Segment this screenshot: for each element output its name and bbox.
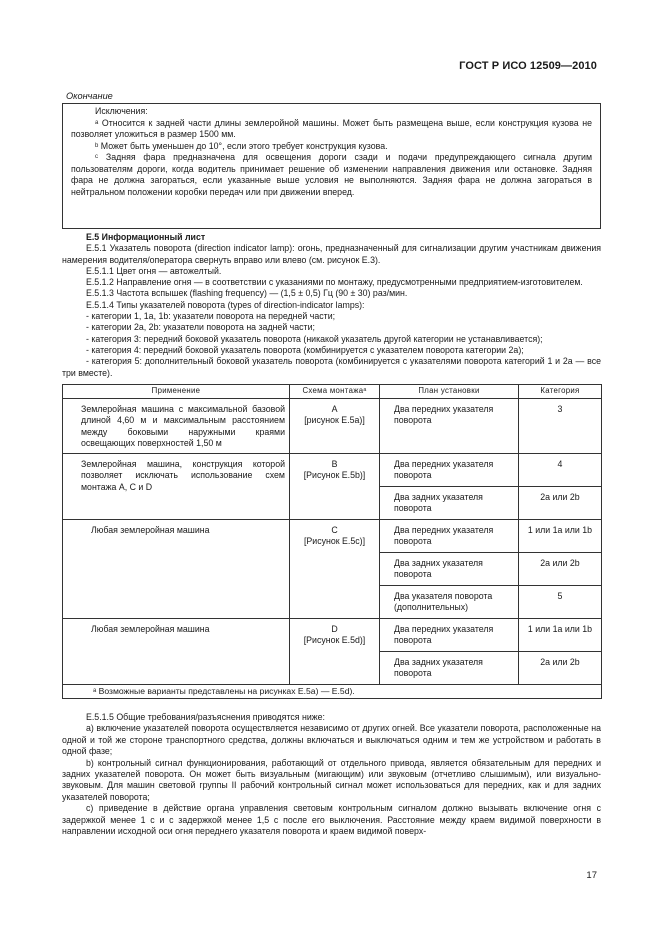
cell-scheme [290,520,380,619]
cell-category: 1 или 1а или 1b [519,520,602,553]
cell-plan: Два передних указателя поворота [380,619,519,652]
cell-category: 5 [519,586,602,619]
requirements-paragraph: а) включение указателей поворота осуществляется независимо от других огней. Все указатели поворота, расположенные на одной и той же стороне транспортного средства, должны включаться и выключаться одним и тем же устройством и работать в одной фазе; [62,723,601,757]
cell-category: 2а или 2b [519,652,602,685]
cell-category: 2а или 2b [519,553,602,586]
header-scheme: Схема монтажаᵃ [290,385,380,399]
cell-scheme [290,399,380,454]
cell-plan: Два указателя поворота (дополнительных) [380,586,519,619]
table-footnote-row [63,685,602,699]
document-header: ГОСТ Р ИСО 12509—2010 [459,60,597,72]
cell-category: 1 или 1а или 1b [519,619,602,652]
scheme-ref: [Рисунок Е.5с)] [303,536,366,547]
scheme-letter: D [331,624,338,635]
list-item: - категория 5: дополнительный боковой указатель поворота (комбинируется с указателями поворота категорий 1 и 2а — все три вместе). [62,356,601,378]
cell-plan: Два задних указателя поворота [380,487,519,520]
indicator-table [62,384,602,699]
table-header-row [63,385,602,399]
section-paragraph: Е.5.1.3 Частота вспышек (flashing frequency) — (1,5 ± 0,5) Гц (90 ± 30) раз/мин. [86,288,408,299]
cell-plan: Два передних указателя поворота [380,454,519,487]
section-paragraph: Е.5.1.1 Цвет огня — автожелтый. [86,265,222,276]
section-title: Е.5 Информационный лист [86,232,206,242]
cell-plan: Два задних указателя поворота [380,553,519,586]
list-item: - категории 2а, 2b: указатели поворота на задней части; [86,322,315,333]
list-item: - категория 3: передний боковой указатель поворота (никакой указатель другой категории не устанавливается); [86,333,543,344]
table-row [63,619,602,652]
requirements-paragraph: b) контрольный сигнал функционирования, работающий от отдельного привода, является обязательным для передних и задних указателей поворота. Он может быть визуальным (мигающим) или звуковым (отчетливо слышимым), или визуально-звуковым. Для машин световой группы II рабочий контрольный сигнал может использоваться для передних, как и для задних указателей поворота; [62,757,601,802]
scheme-ref: [Рисунок Е.5d)] [303,635,366,646]
scheme-ref: [Рисунок Е.5b)] [303,470,366,481]
cell-application: Землеройная машина, конструкция которой позволяет исключать использование схем монтажа А, С и D [63,454,290,520]
scheme-ref: [рисунок Е.5а)] [304,415,365,426]
cell-scheme [290,619,380,685]
general-requirements [62,712,601,837]
section-paragraph: Е.5.1.2 Направление огня — в соответствии с указаниями по монтажу, предусмотренными предприятием-изготовителем. [86,277,583,288]
scheme-letter: C [331,525,338,536]
requirements-paragraph: Е.5.1.5 Общие требования/разъяснения приводятся ниже: [86,712,325,722]
section-paragraph: Е.5.1 Указатель поворота (direction indicator lamp): огонь, предназначенный для сигнализации другим участникам движения намерения водителя/оператора свернуть вправо или влево (см. рисунок Е.3). [62,243,601,265]
exceptions-title: Исключения: [95,106,148,116]
scheme-letter: A [331,404,338,414]
exceptions-box [62,103,601,229]
table-row [63,520,602,553]
note-b: ᵇ Может быть уменьшен до 10°, если этого требует конструкция кузова. [95,140,388,151]
header-application: Применение [63,385,290,399]
requirements-paragraph: с) приведение в действие органа управления световым контрольным сигналом должно вызывать включение огня с задержкой менее 1 с и с задержкой менее 1,5 с после его выключения. Расстояние между краем видимой поверхности в направлении исходной оси огня переднего указателя поворота и краем видимой поверх- [62,803,601,837]
table-footnote: ᵃ Возможные варианты представлены на рисунках Е.5а) — Е.5d). [63,685,602,699]
section-e5 [62,232,601,379]
page-number: 17 [586,870,597,881]
list-item: - категория 4: передний боковой указатель поворота (комбинируется с указателем поворота категории 2а); [86,344,524,355]
cell-plan: Два передних указателя поворота [380,520,519,553]
cell-category: 3 [519,399,602,454]
scheme-letter: B [331,459,338,470]
cell-application: Любая землеройная машина [63,619,290,685]
list-item: - категории 1, 1а, 1b: указатели поворота на передней части; [86,311,336,322]
cell-plan: Два задних указателя поворота [380,652,519,685]
cell-category: 4 [519,454,602,487]
section-paragraph: Е.5.1.4 Типы указателей поворота (types of direction-indicator lamps): [86,299,365,310]
cell-category: 2а или 2b [519,487,602,520]
cell-scheme [290,454,380,520]
cell-application: Любая землеройная машина [63,520,290,619]
header-category: Категория [519,385,602,399]
cell-application: Землеройная машина с максимальной базовой длиной 4,60 м и максимальным расстоянием между боковыми наружными краями освещающих поверхностей 1,50 м [63,399,290,454]
header-plan: План установки [380,385,519,399]
continuation-label: Окончание [66,91,113,101]
cell-plan: Два передних указателя поворота [380,399,519,454]
table-row [63,454,602,487]
table-row [63,399,602,454]
note-c: ᶜ Задняя фара предназначена для освещения дороги сзади и подачи предупреждающего сигнала другим пользователям дороги, когда водитель принимает решение об изменении направления движения или остановке. Задняя фара не должна загораться, если указанные выше условия не выполняются. Задняя фара не должна загораться в нейтральном положении коробки передач или при движении вперед. [71,152,592,197]
note-a: ᵃ Относится к задней части длины землеройной машины. Может быть размещена выше, если конструкция кузова не позволяет уложиться в размер 1500 мм. [71,117,592,139]
